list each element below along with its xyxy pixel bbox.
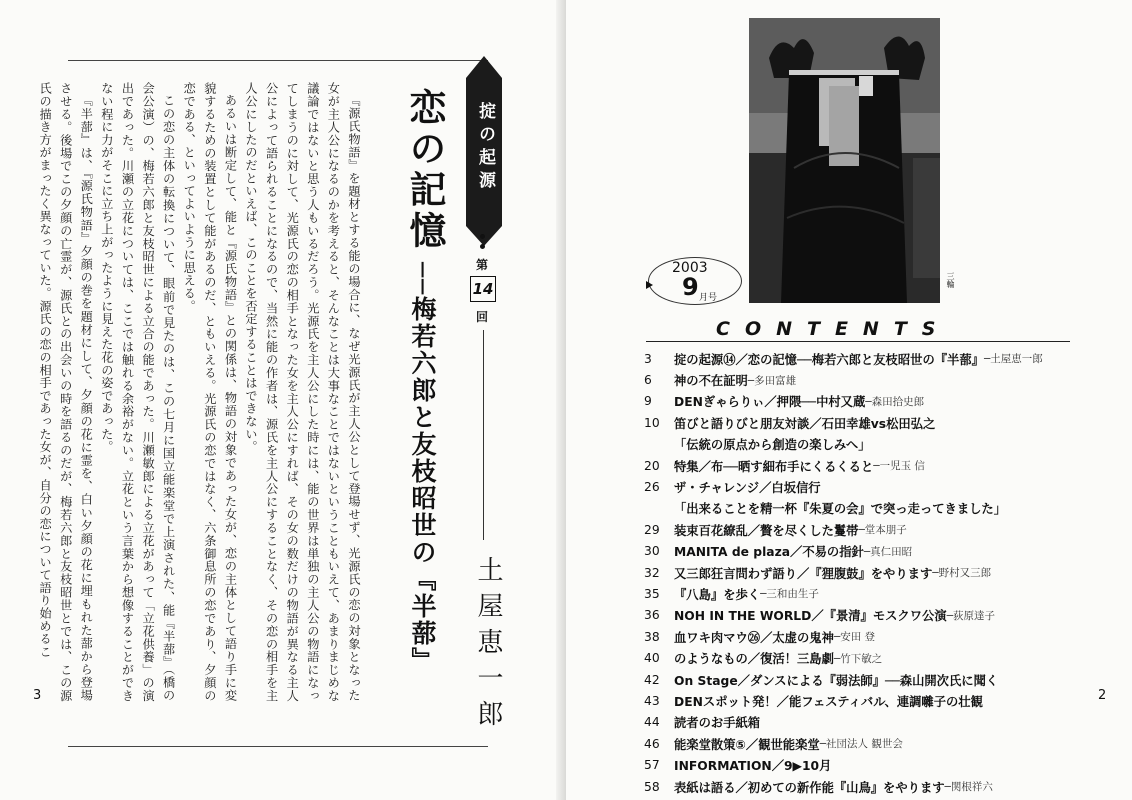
toc-title: MANITA de plaza／不易の指針	[674, 545, 864, 560]
toc-page-number: 9	[644, 394, 652, 409]
toc-page-number: 36	[644, 608, 660, 623]
article-paragraph: 『源氏物語』を題材とする能の場合に、なぜ光源氏が主人公として登場せず、光源氏の恋の対象となった女が主人公になるのかを考えると、そんなことは大事なことではないということもいえて、あまりまじめな議論ではないと思う人もいるだろう。光源氏を主人公にした時には、能の世界は単独の主人公の物語になってしまうのに対して、光源氏の恋の相手となった女を主人公にすれば、その女の数だけの物語が異なる主人公によって語られることになるので、当然に能の作者は、源氏を主人公にすることなく、その恋の相手を主人公にしたのだといえば、このことを否定することはできない。	[244, 82, 361, 702]
toc-entry	[644, 541, 1084, 562]
toc-author: ─竹下敏之	[833, 652, 883, 665]
toc-page-number: 10	[644, 415, 660, 430]
article-paragraph: 『半蔀』は、『源氏物語』夕顔の巻を題材にして、夕顔の花に霊を、白い夕顔の花に埋もれた蔀から登場させる。後場でこの夕顔の亡霊が、源氏との出会いの時を語るのだが、梅若六郎と友枝昭世とでは、この源氏の描き方がまったく異なっていた。源氏の恋の相手であった女が、自分の恋について語り始めるこ	[38, 82, 94, 702]
series-name: 掟の起源	[475, 102, 495, 194]
toc-entry	[644, 626, 1084, 647]
toc-title: 読者のお手紙箱	[674, 716, 761, 731]
toc-title: 神の不在証明	[674, 374, 748, 389]
toc-entry	[644, 690, 1084, 711]
series-number-suffix: 回	[476, 310, 489, 324]
toc-page-number: 6	[644, 373, 652, 388]
article-subtitle: ──梅若六郎と友枝昭世の『半蔀』	[408, 262, 437, 675]
page-number: 2	[1098, 688, 1107, 703]
toc-author: ─関根祥六	[944, 781, 993, 793]
photo-illustration	[749, 18, 940, 303]
toc-page-number: 46	[644, 736, 660, 751]
toc-author: ─野村又三郎	[932, 567, 992, 580]
table-of-contents	[644, 348, 1084, 797]
toc-page-number: 40	[644, 651, 660, 666]
toc-title: 「出来ることを精一杯『朱夏の会』で突っ走ってきました」	[674, 502, 1007, 517]
series-line	[483, 330, 484, 540]
toc-title: INFORMATION／9▶10月	[674, 759, 832, 774]
toc-page-number: 26	[644, 480, 660, 495]
toc-entry	[644, 391, 1084, 412]
toc-page-number: 44	[644, 715, 660, 730]
toc-page-number: 30	[644, 544, 660, 559]
toc-entry	[644, 369, 1084, 390]
toc-author: ─一児玉 信	[873, 460, 925, 473]
toc-title: DENスポット発！／能フェスティバル、連調囃子の壮観	[674, 694, 983, 709]
toc-author: ─土屋恵一郎	[983, 353, 1043, 366]
contents-heading: CONTENTS	[716, 318, 951, 340]
dots-icon	[480, 234, 486, 249]
toc-title: 能楽堂散策⑤／観世能楽堂	[674, 737, 820, 752]
toc-page-number: 29	[644, 522, 660, 537]
toc-entry	[644, 476, 1084, 497]
toc-title: 又三郎狂言問わず語り／『狸腹鼓』をやります	[674, 566, 933, 581]
toc-author: ─多田富雄	[747, 374, 797, 387]
article-title: 恋の記憶	[403, 88, 447, 252]
toc-title: 表紙は語る／初めての新作能『山鳥』をやります	[674, 780, 945, 795]
issue-month-unit: 月号	[699, 293, 718, 303]
toc-entry	[644, 669, 1084, 690]
toc-entry	[644, 412, 1084, 433]
toc-page-number: 20	[644, 458, 660, 473]
issue-year: 2003	[672, 260, 708, 276]
toc-page-number: 32	[644, 565, 660, 580]
toc-entry	[644, 348, 1084, 369]
toc-title: 特集／布──晒す細布手にくるくると	[674, 459, 874, 474]
toc-page-number: 57	[644, 758, 660, 773]
article-body	[38, 82, 364, 702]
toc-entry	[644, 712, 1084, 733]
issue-month: 9	[682, 273, 699, 301]
toc-entry	[644, 605, 1084, 626]
article-paragraph: あるいは断定して、能と『源氏物語』との関係は、物語の対象であった女が、恋の主体として語り手に変貌するための装置として能があるのだ、ともいえる。光源氏の恋ではなく、六条御息所の恋であり、夕顔の恋である、といってよいように思える。	[182, 82, 238, 702]
toc-entry	[644, 776, 1084, 797]
cover-photo	[749, 18, 940, 303]
toc-page-number: 3	[644, 351, 652, 366]
toc-title: DENぎゃらりぃ／押隈──中村又蔵	[674, 395, 866, 410]
toc-author: ─三和由生子	[760, 588, 819, 601]
toc-entry	[644, 733, 1084, 754]
toc-page-number: 35	[644, 586, 660, 601]
series-badge	[466, 56, 502, 250]
toc-entry	[644, 434, 1084, 455]
toc-author: ─堂本朋子	[858, 524, 907, 537]
toc-entry	[644, 647, 1084, 668]
toc-entry	[644, 519, 1084, 540]
article-paragraph: この恋の主体の転換について、眼前で見たのは、この七月に国立能楽堂で上演された、能『半蔀』（橋の会公演）の、梅若六郎と友枝昭世による立合の能であった。川瀬敏郎による立花があって「立花供養」の演出であった。川瀬の立花については、ここでは触れる余裕がない。立花という言葉から想像することができない程に力がそこに立ち上がったように見えた花の姿であった。	[99, 82, 176, 702]
article-author: 土屋恵一郎	[473, 556, 503, 736]
toc-page-number: 58	[644, 779, 660, 794]
toc-author: ─安田 登	[833, 631, 876, 644]
toc-author: ─荻原達子	[946, 609, 995, 622]
toc-page-number: 43	[644, 693, 660, 708]
toc-author: ─社団法人 観世会	[819, 738, 903, 751]
page-number: 3	[33, 688, 42, 703]
toc-title: ザ・チャレンジ／白坂信行	[674, 481, 821, 496]
series-number-prefix: 第	[476, 258, 489, 272]
toc-title: 装束百花繚乱／贅を尽くした鬘帯	[674, 523, 859, 538]
toc-title: 『八島』を歩く	[674, 587, 761, 602]
photo-caption: 三輪	[946, 272, 955, 288]
toc-author: ─真仁田昭	[863, 545, 913, 558]
toc-entry	[644, 583, 1084, 604]
toc-entry	[644, 455, 1084, 476]
bottom-rule	[68, 746, 488, 747]
toc-page-number: 38	[644, 629, 660, 644]
toc-author: ─森田拾史郎	[865, 395, 925, 408]
right-page	[566, 0, 1132, 800]
toc-entry	[644, 498, 1084, 519]
toc-title: のようなもの／復活！三島劇	[674, 652, 834, 667]
toc-title: NOH IN THE WORLD／『景清』モスクワ公演	[674, 609, 947, 624]
toc-entry	[644, 562, 1084, 583]
toc-entry	[644, 754, 1084, 775]
series-number: 14	[470, 276, 496, 302]
toc-page-number: 42	[644, 672, 660, 687]
toc-title: 笛びと語りびと朋友対談／石田幸雄vs松田弘之	[674, 416, 936, 431]
toc-title: 「伝統の原点から創造の楽しみへ」	[674, 438, 871, 453]
arrow-icon	[646, 281, 653, 289]
contents-rule	[646, 341, 1070, 342]
toc-title: On Stage／ダンスによる『弱法師』──森山開次氏に聞く	[674, 673, 999, 688]
top-rule	[68, 60, 488, 61]
toc-title: 血ワキ肉マウ㉖／太虚の鬼神	[674, 630, 834, 645]
toc-title: 掟の起源⑭／恋の記憶──梅若六郎と友枝昭世の『半蔀』	[674, 352, 984, 367]
